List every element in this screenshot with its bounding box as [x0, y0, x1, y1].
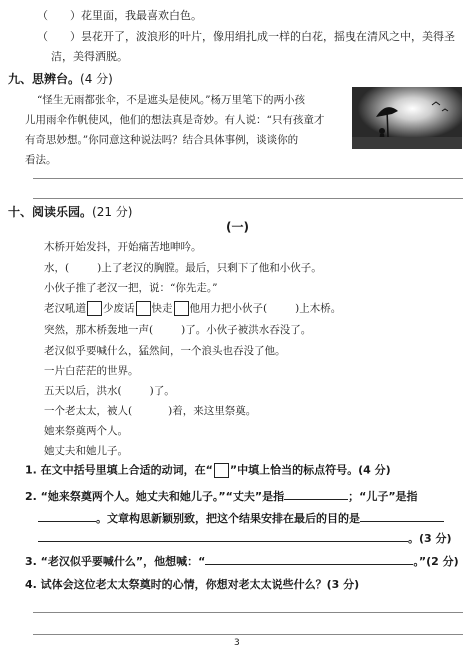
question-2-line-2: 。文章构思新颖别致，把这个结果安排在最后的目的是 [38, 510, 444, 526]
answer-blank-purpose-1[interactable] [360, 510, 444, 522]
passage-p11: 她丈夫和她儿子。 [44, 445, 128, 457]
answer-blank-son[interactable] [38, 510, 96, 522]
umbrella-child-image [352, 87, 462, 149]
question-3: 3. “老汉似乎要喊什么”，他想喊：“ 。”(2 分) [25, 555, 459, 568]
s8-item1: （ ）花里面，我最喜欢白色。 [37, 9, 202, 22]
passage-p1: 木桥开始发抖，开始痛苦地呻吟。 [44, 241, 202, 253]
s8-item2-line2: 洁，美得洒脱。 [51, 50, 128, 63]
passage-p10: 她来祭奠两个人。 [44, 425, 128, 437]
question-1: 1. 在文中括号里填上合适的动词，在“ ”中填上恰当的标点符号。(4 分) [25, 463, 391, 477]
page-number: 3 [234, 638, 240, 648]
answer-blank-shout[interactable] [205, 553, 413, 565]
passage-p2: 水，( )上了老汉的胸膛。最后，只剩下了他和小伙子。 [44, 262, 322, 274]
question-2-line-3: 。(3 分) [38, 530, 452, 546]
passage-p7: 一片白茫茫的世界。 [44, 365, 139, 377]
s9-heading: 九、思辨台。(4 分) [8, 72, 113, 86]
passage-p6: 老汉似乎要喊什么，猛然间，一个浪头也吞没了他。 [44, 345, 286, 357]
punct-box-1[interactable] [87, 301, 102, 316]
answer-blank-husband[interactable] [284, 488, 348, 500]
answer-line-q4-1[interactable] [33, 612, 463, 613]
answer-line-s9-1[interactable] [33, 178, 463, 179]
illustration-photo [352, 87, 462, 149]
passage-p5: 突然，那木桥轰地一声( )了。小伙子被洪水吞没了。 [44, 324, 312, 336]
punct-box-3[interactable] [174, 301, 189, 316]
s9-line-1: “怪生无雨都张伞，不是遮头是使风。”杨万里笔下的两小孩 [37, 94, 305, 106]
s9-line-2: 儿用雨伞作帆使风，他们的想法真是奇妙。有人说：“只有孩童才 [25, 114, 325, 126]
s9-line-4: 看法。 [25, 154, 57, 166]
punct-box-2[interactable] [136, 301, 151, 316]
question-2-line-1: 2. “她来祭奠两个人。她丈夫和她儿子。”“丈夫”是指 ；“儿子”是指 [25, 490, 418, 503]
passage-part-label: (一) [226, 220, 249, 234]
s8-item2-line1: （ ）昙花开了，波浪形的叶片，像用绢扎成一样的白花，摇曳在清风之中，美得圣 [37, 30, 455, 43]
s10-heading: 十、阅读乐园。(21 分) [8, 205, 133, 219]
answer-line-q4-2[interactable] [33, 634, 463, 635]
question-4: 4. 试体会这位老太太祭奠时的心情，你想对老太太说些什么？(3 分) [25, 578, 360, 591]
s9-line-3: 有奇思妙想。”你同意这种说法吗？结合具体事例，谈谈你的 [25, 134, 299, 146]
box-symbol [214, 463, 229, 478]
answer-blank-purpose-2[interactable] [38, 530, 408, 542]
passage-p9: 一个老太太，被人( )着，来这里祭奠。 [44, 405, 257, 417]
answer-line-s9-2[interactable] [33, 198, 463, 199]
passage-p8: 五天以后，洪水( )了。 [44, 385, 175, 397]
passage-p3: 小伙子推了老汉一把，说：“你先走。” [44, 282, 218, 294]
passage-p4: 老汉吼道 少废话 快走 他用力把小伙子( )上木桥。 [44, 302, 342, 315]
